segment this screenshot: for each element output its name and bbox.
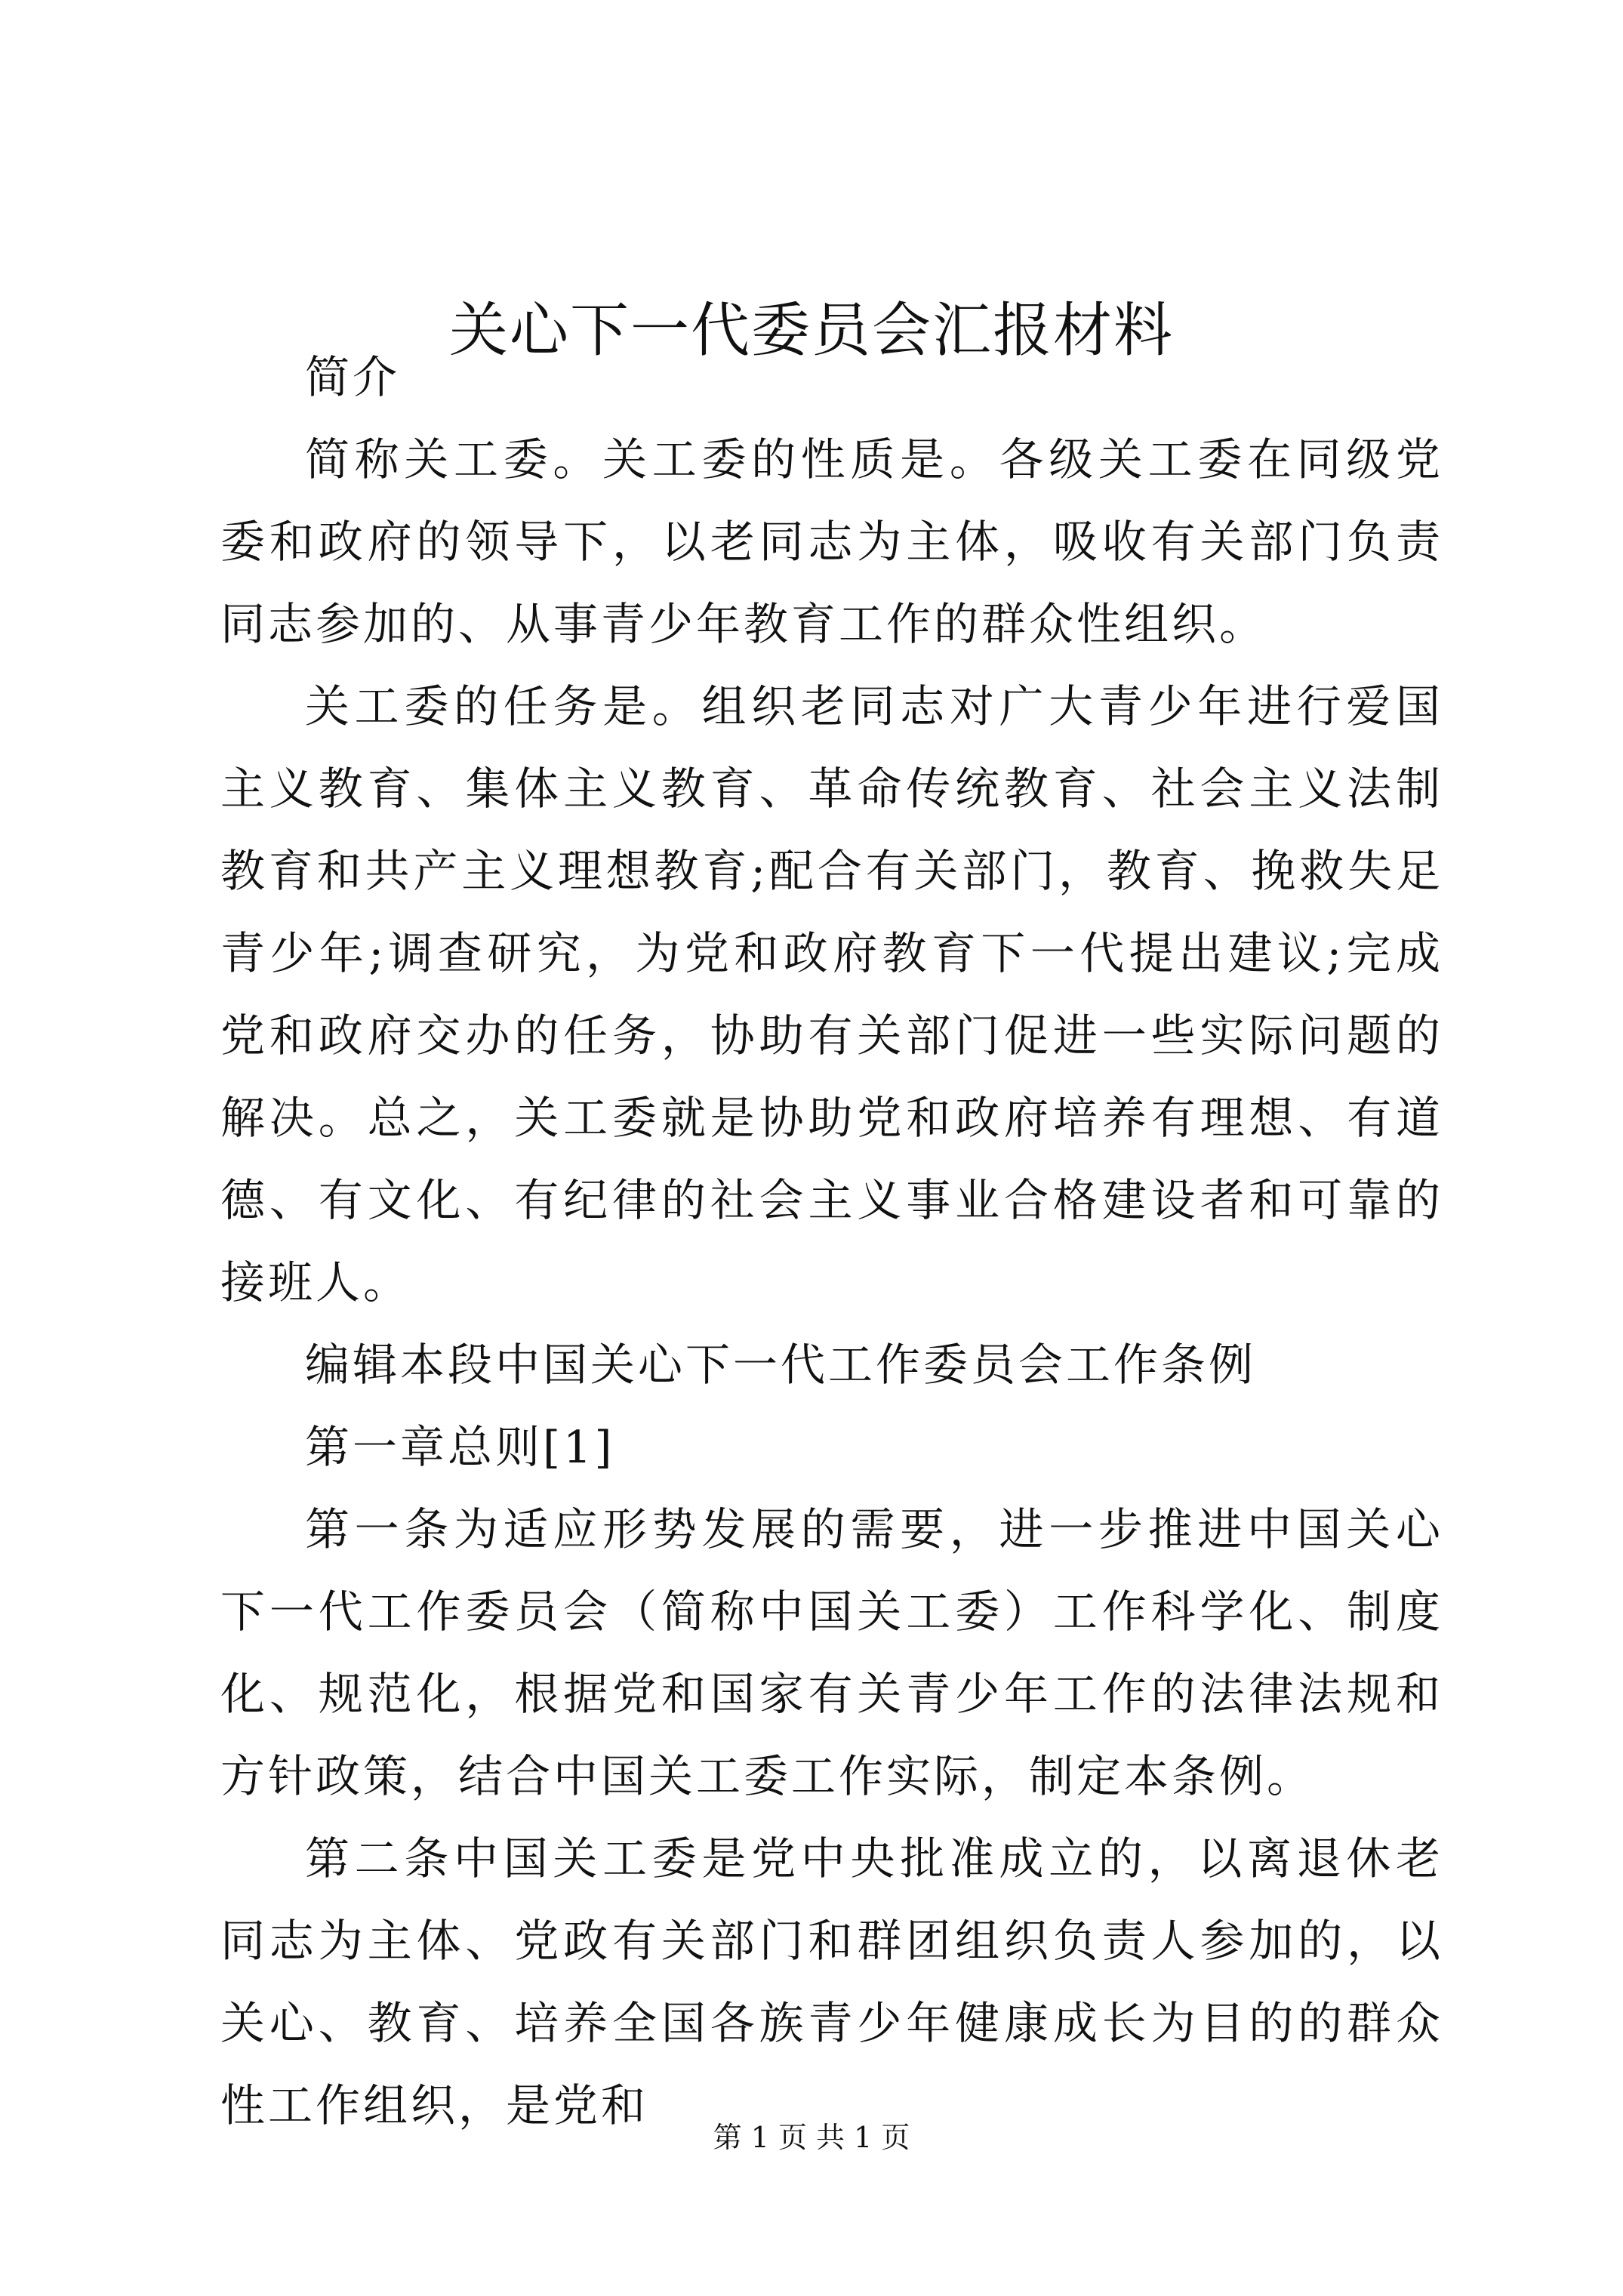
page-number-footer: 第 1 页 共 1 页 [713,2121,910,2154]
paragraph-regulation-heading: 编辑本段中国关心下一代工作委员会工作条例 [305,1339,1257,1391]
paragraph-article-two: 第二条中国关工委是党中央批准成立的，以离退休老同志为主体、党政有关部门和群团组织负责人参加的，以关心、教育、培养全国各族青少年健康成长为目的的群众性工作组织，是党和 [220,1832,1443,2131]
document-body [220,336,1443,2147]
paragraph-chapter-one: 第一章总则[1] [305,1421,615,1473]
paragraph-article-one: 第一条为适应形势发展的需要，进一步推进中国关心下一代工作委员会（简称中国关工委）工作科学化、制度化、规范化，根据党和国家有关青少年工作的法律法规和方针政策，结合中国关工委工作实际，制定本条例。 [220,1503,1443,1802]
document-title: 关心下一代委员会汇报材料 [448,297,1174,365]
paragraph-tasks: 关工委的任务是。组织老同志对广大青少年进行爱国主义教育、集体主义教育、革命传统教育、社会主义法制教育和共产主义理想教育;配合有关部门，教育、挽救失足青少年;调查研究，为党和政府教育下一代提出建议;完成党和政府交办的任务，协助有关部门促进一些实际问题的解决。总之，关工委就是协助党和政府培养有理想、有道德、有文化、有纪律的社会主义事业合格建设者和可靠的接班人。 [220,680,1443,1308]
paragraph-nature: 简称关工委。关工委的性质是。各级关工委在同级党委和政府的领导下，以老同志为主体，吸收有关部门负责同志参加的、从事青少年教育工作的群众性组织。 [220,433,1443,650]
paragraph-intro-heading: 简介 [305,351,401,403]
